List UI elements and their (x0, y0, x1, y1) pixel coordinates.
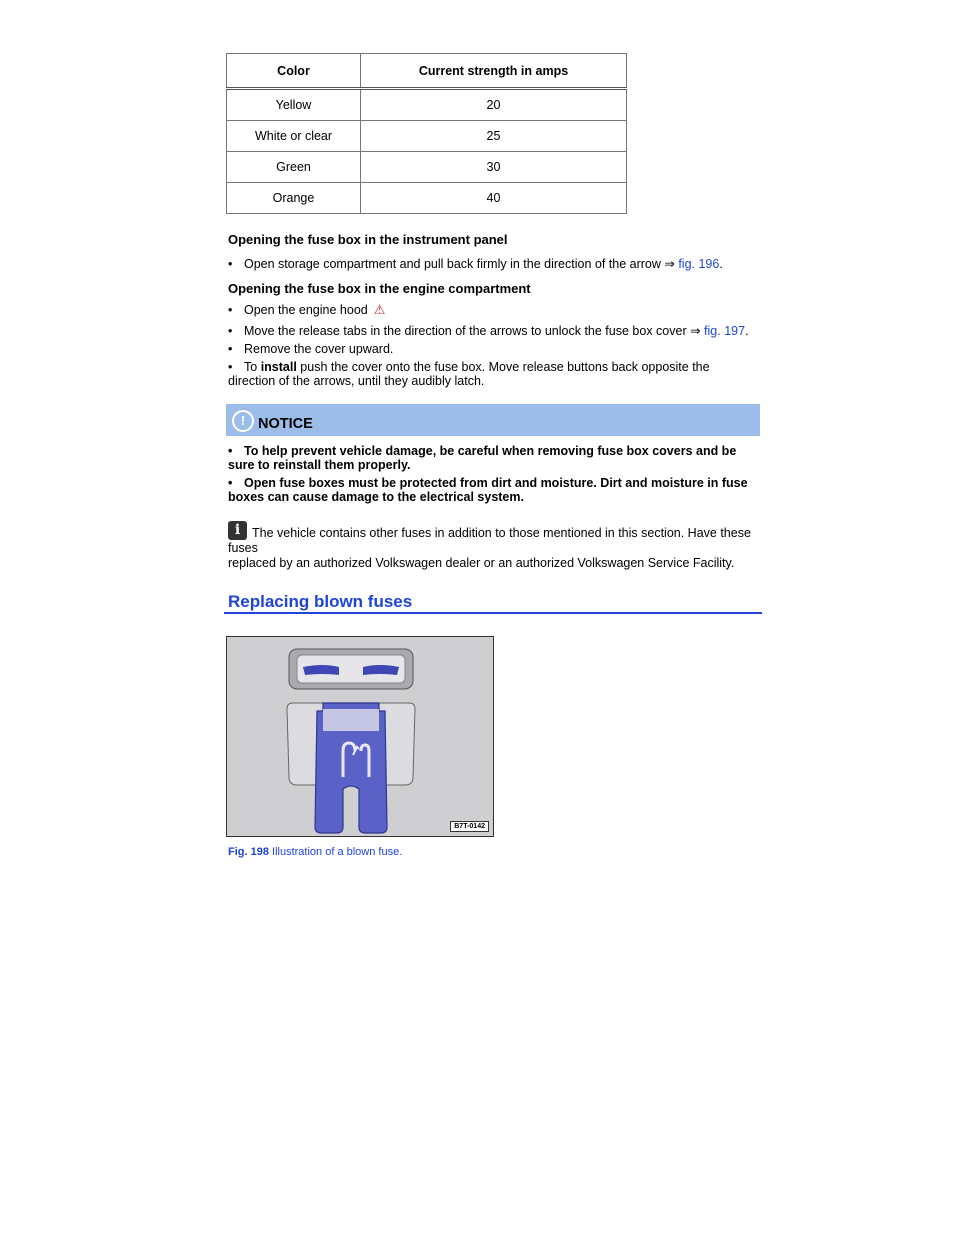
section-divider (224, 612, 762, 614)
table-row (227, 152, 627, 183)
section-title: Replacing blown fuses (228, 592, 413, 611)
notice-item: • To help prevent vehicle damage, be careful when removing fuse box covers and be sure to reinstall them properly. (228, 444, 737, 472)
table-cell: 30 (361, 152, 627, 183)
info-note: The vehicle contains other fuses in addition to those mentioned in this section. Have these fuses replaced by an authorized Volkswagen dealer or an authorized Volkswagen Service Facility. (228, 526, 751, 570)
column-header: Color (227, 54, 361, 89)
figure-caption: Fig. 198 Illustration of a blown fuse. (228, 846, 403, 858)
notice-title: NOTICE (258, 416, 313, 432)
table-row (227, 121, 627, 152)
fig-197-link[interactable]: fig. 197 (704, 324, 746, 338)
table-cell: Green (227, 152, 361, 183)
table-cell: 20 (361, 89, 627, 121)
notice-exclamation-icon: ! (232, 410, 254, 432)
fig-196-link[interactable]: fig. 196 (678, 257, 720, 271)
blown-fuse-illustration (226, 636, 494, 837)
column-header: Current strength in amps (361, 54, 627, 89)
table-header-row (227, 54, 627, 89)
table-cell: 25 (361, 121, 627, 152)
list-item: • Remove the cover upward. (228, 342, 394, 356)
info-icon: i (228, 521, 247, 540)
list-item: • Open the engine hood ⚠ (228, 302, 386, 317)
table-row (227, 89, 627, 121)
blown-fuse-drawing (227, 637, 494, 837)
instrument-panel-heading: Opening the fuse box in the instrument panel (228, 232, 508, 247)
notice-item: • Open fuse boxes must be protected from dirt and moisture. Dirt and moisture in fuse boxes can cause damage to the electrical system. (228, 476, 748, 504)
fuse-color-table (226, 53, 627, 214)
engine-compartment-heading: Opening the fuse box in the engine compartment (228, 281, 531, 296)
figure-code: B7T-0142 (450, 821, 489, 832)
table-cell: Orange (227, 183, 361, 214)
list-item: • Move the release tabs in the direction of the arrows to unlock the fuse box cover ⇒ fig. 197. (228, 324, 749, 338)
list-item: • To install push the cover onto the fuse box. Move release buttons back opposite the direction of the arrows, until they audibly latch. (228, 360, 710, 388)
table-cell: Yellow (227, 89, 361, 121)
warning-triangle-icon[interactable]: ⚠ (373, 302, 386, 317)
table-cell: White or clear (227, 121, 361, 152)
table-row (227, 183, 627, 214)
list-item: • Open storage compartment and pull back firmly in the direction of the arrow ⇒ fig. 196. (228, 257, 723, 271)
table-cell: 40 (361, 183, 627, 214)
